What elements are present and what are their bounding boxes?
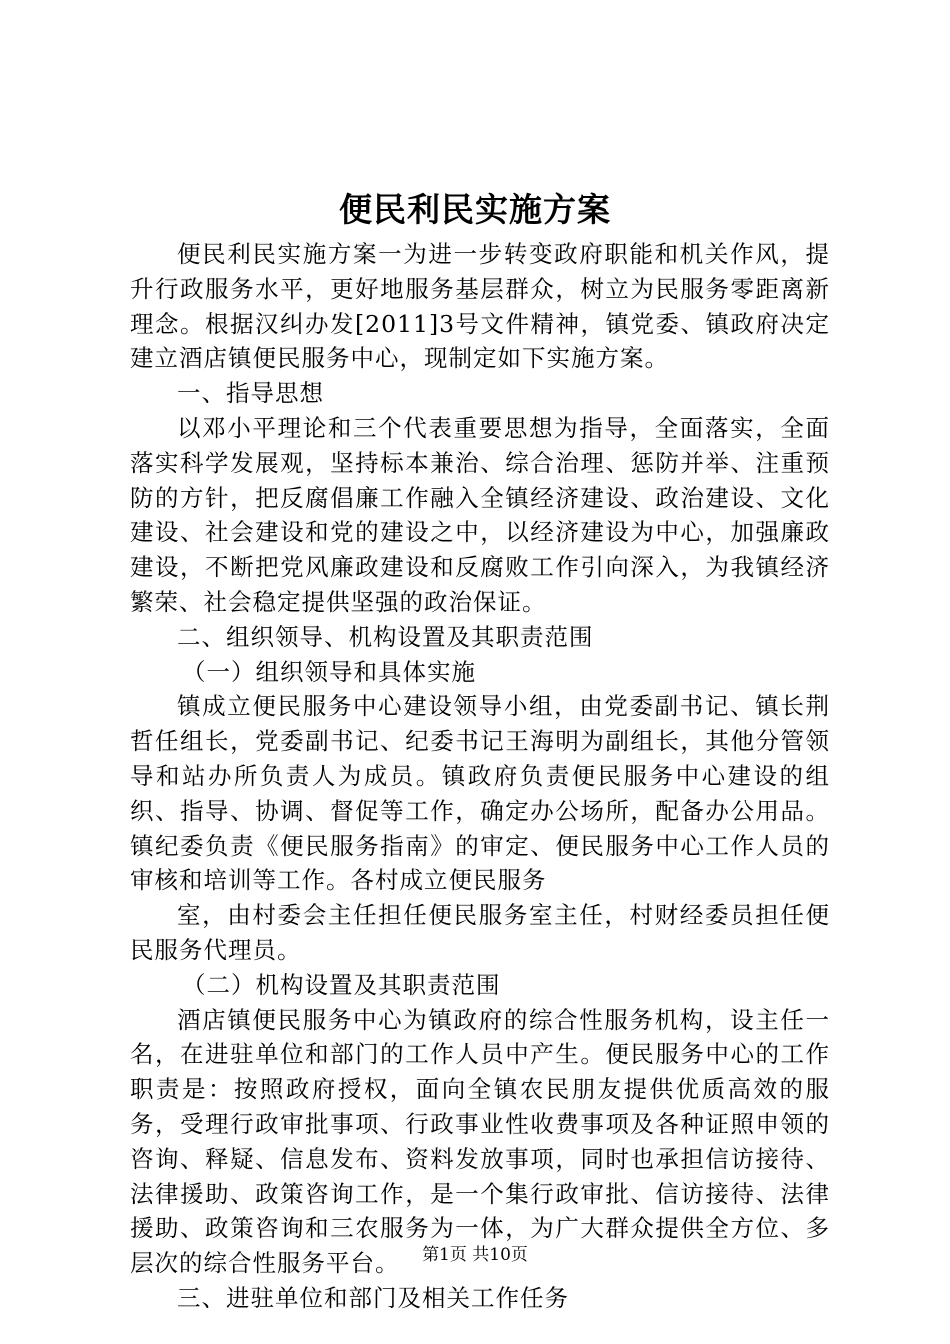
document-body bbox=[130, 237, 830, 1316]
paragraph-leadership: 镇成立便民服务中心建设领导小组，由党委副书记、镇长荆哲任组长，党委副书记、纪委书记王海明为副组长，其他分管领导和站办所负责人为成员。镇政府负责便民服务中心建设的组织、指导、协调、督促等工作，确定办公场所，配备办公用品。镇纪委负责《便民服务指南》的审定、便民服务中心工作人员的审核和培训等工作。各村成立便民服务 bbox=[130, 692, 830, 895]
paragraph-village-room: 室，由村委会主任担任便民服务室主任，村财经委员担任便民服务代理员。 bbox=[130, 901, 830, 964]
section-heading-1: 一、指导思想 bbox=[177, 379, 324, 408]
document-title: 便民利民实施方案 bbox=[339, 190, 611, 229]
paragraph-guiding-thought: 以邓小平理论和三个代表重要思想为指导，全面落实，全面落实科学发展观，坚持标本兼治、综合治理、惩防并举、注重预防的方针，把反腐倡廉工作融入全镇经济建设、政治建设、文化建设、社会建设和党的建设之中，以经济建设为中心，加强廉政建设，不断把党风廉政建设和反腐败工作引向深入，为我镇经济繁荣、社会稳定提供坚强的政治保证。 bbox=[130, 413, 830, 616]
paragraph-intro: 便民利民实施方案一为进一步转变政府职能和机关作风，提升行政服务水平，更好地服务基层群众，树立为民服务零距离新理念。根据汉纠办发[2011]3号文件精神，镇党委、镇政府决定建立酒店镇便民服务中心，现制定如下实施方案。 bbox=[130, 240, 830, 373]
section-heading-2: 二、组织领导、机构设置及其职责范围 bbox=[177, 622, 594, 651]
section-heading-3: 三、进驻单位和部门及相关工作任务 bbox=[177, 1283, 569, 1312]
page-number-footer: 第1页 共10页 bbox=[422, 1245, 528, 1265]
subsection-heading-1: （一）组织领导和具体实施 bbox=[182, 657, 476, 686]
paragraph-center-duties: 酒店镇便民服务中心为镇政府的综合性服务机构，设主任一名，在进驻单位和部门的工作人员中产生。便民服务中心的工作职责是：按照政府授权，面向全镇农民朋友提供优质高效的服务，受理行政审批事项、行政事业性收费事项及各种证照申领的咨询、释疑、信息发布、资料发放事项，同时也承担信访接待、法律援助、政策咨询工作，是一个集行政审批、信访接待、法律援助、政策咨询和三农服务为一体，为广大群众提供全方位、多层次的综合性服务平台。 bbox=[130, 1005, 830, 1278]
subsection-heading-2: （二）机构设置及其职责范围 bbox=[182, 970, 501, 999]
